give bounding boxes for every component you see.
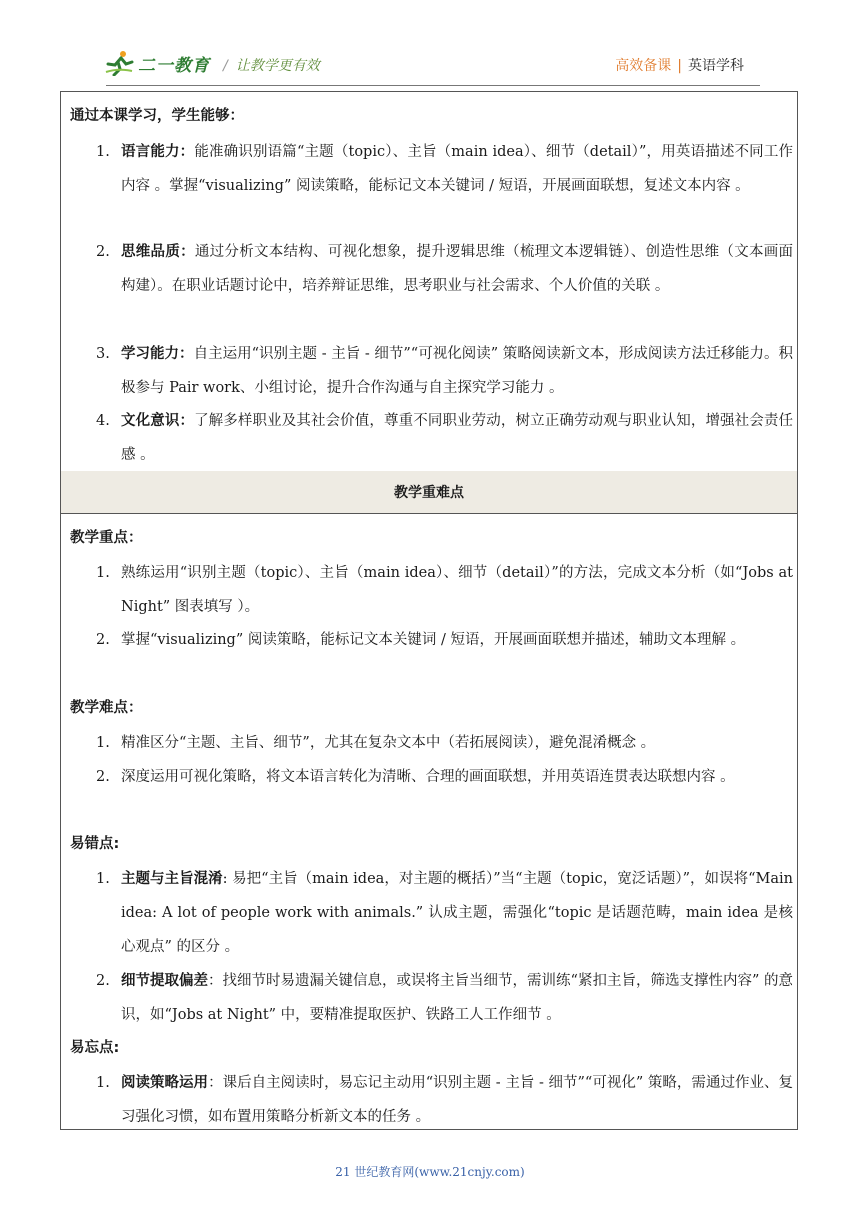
slogan-text: 让教学更有效	[235, 58, 320, 74]
item-text: ：找细节时易遗漏关键信息，或误将主旨当细节，需训练“紧扣主旨，筛选支撑性内容” 的意识，如“Jobs at Night” 中，要精准提取医护、铁路工人工作细节 。	[121, 973, 794, 1023]
page-footer: 21 世纪教育网(www.21cnjy.com)	[335, 1165, 525, 1179]
item-text: 深度运用可视化策略，将文本语言转化为清晰、合理的画面联想，并用英语连贯表达联想内容 。	[121, 769, 735, 785]
item-text: 自主运用“识别主题 - 主旨 - 细节”“可视化阅读” 策略阅读新文本，形成阅读方法迁移能力。积极参与 Pair work、小组讨论，提升合作沟通与自主探究学习能力 。	[121, 346, 794, 396]
item-label: 语言能力：	[121, 144, 195, 160]
item-text: : 易把“主旨（main idea，对主题的概括）”当“主题（topic，宽泛话题）”，如误将“Main idea: A lot of people work with animals.” 认成主题，需强化“topic 是话题范畴，main idea 是核心观点” 的区分 。	[121, 871, 793, 955]
item-text: 通过分析文本结构、可视化想象，提升逻辑思维（梳理文本逻辑链）、创造性思维（文本画面构建）。在职业话题讨论中，培养辩证思维，思考职业与社会需求、个人价值的关联 。	[121, 244, 794, 294]
difficult-points-heading: 教学难点：	[70, 700, 143, 716]
item-number: 2.	[96, 769, 110, 785]
item-text: ：课后自主阅读时，易忘记主动用“识别主题 - 主旨 - 细节”“可视化” 策略，需通过作业、复习强化习惯，如布置用策略分析新文本的任务 。	[121, 1075, 793, 1125]
item-text: 了解多样职业及其社会价值，尊重不同职业劳动，树立正确劳动观与职业认知，增强社会责任感 。	[121, 413, 794, 463]
item-number: 2.	[96, 632, 110, 648]
item-label: 主题与主旨混淆	[121, 871, 223, 887]
item-number: 1.	[96, 565, 110, 581]
objectives-intro: 通过本课学习，学生能够：	[70, 108, 244, 124]
difficult-point-item-2	[96, 760, 793, 794]
item-number: 4.	[96, 413, 110, 429]
item-number: 2.	[96, 973, 110, 989]
header-rule	[106, 85, 760, 86]
header-label: 高效备课	[615, 58, 672, 74]
error-points-heading: 易错点:	[70, 836, 120, 852]
forget-point-item-1	[96, 1066, 793, 1134]
objectives-section	[61, 92, 797, 472]
key-points-heading: 教学重点：	[70, 530, 143, 546]
item-text: 熟练运用“识别主题（topic）、主旨（main idea）、细节（detail）”的方法，完成文本分析（如“Jobs at Night” 图表填写 ）。	[121, 565, 793, 615]
objective-item-3	[96, 337, 793, 405]
content-table	[60, 91, 798, 1130]
item-number: 2.	[96, 244, 110, 260]
error-point-item-1	[96, 862, 793, 964]
objective-item-2	[96, 235, 793, 303]
section-title-bar	[61, 471, 797, 514]
item-text: 能准确识别语篇“主题（topic）、主旨（main idea）、细节（detail）”，用英语描述不同工作内容 。掌握“visualizing” 阅读策略，能标记文本关键词 / 短语，开展画面联想，复述文本内容 。	[121, 144, 794, 194]
header-right	[615, 55, 744, 75]
key-point-item-2	[96, 623, 793, 657]
header-separator: |	[677, 58, 682, 74]
item-label: 文化意识：	[121, 413, 195, 429]
error-point-item-2	[96, 964, 793, 1032]
item-number: 1.	[96, 735, 110, 751]
header-subject: 英语学科	[688, 58, 744, 74]
logo-text: 二一教育	[138, 55, 210, 76]
item-text: 掌握“visualizing” 阅读策略，能标记文本关键词 / 短语，开展画面联想并描述，辅助文本理解 。	[121, 632, 746, 648]
runner-logo-icon	[104, 50, 134, 76]
item-number: 3.	[96, 346, 110, 362]
logo	[104, 50, 210, 76]
item-number: 1.	[96, 871, 110, 887]
page-header	[60, 40, 760, 90]
item-label: 细节提取偏差	[121, 973, 209, 989]
item-label: 思维品质：	[121, 244, 195, 260]
item-number: 1.	[96, 1075, 110, 1091]
objective-item-1	[96, 135, 793, 203]
item-number: 1.	[96, 144, 110, 160]
forget-points-heading: 易忘点:	[70, 1040, 120, 1056]
objective-item-4	[96, 404, 793, 472]
item-text: 精准区分“主题、主旨、细节”，尤其在复杂文本中（若拓展阅读），避免混淆概念 。	[121, 735, 656, 751]
item-label: 学习能力：	[121, 346, 194, 362]
key-point-item-1	[96, 556, 793, 624]
slogan: / 让教学更有效	[223, 58, 320, 74]
section-title: 教学重难点	[394, 485, 464, 501]
difficult-point-item-1	[96, 726, 793, 760]
item-label: 阅读策略运用	[121, 1075, 209, 1091]
